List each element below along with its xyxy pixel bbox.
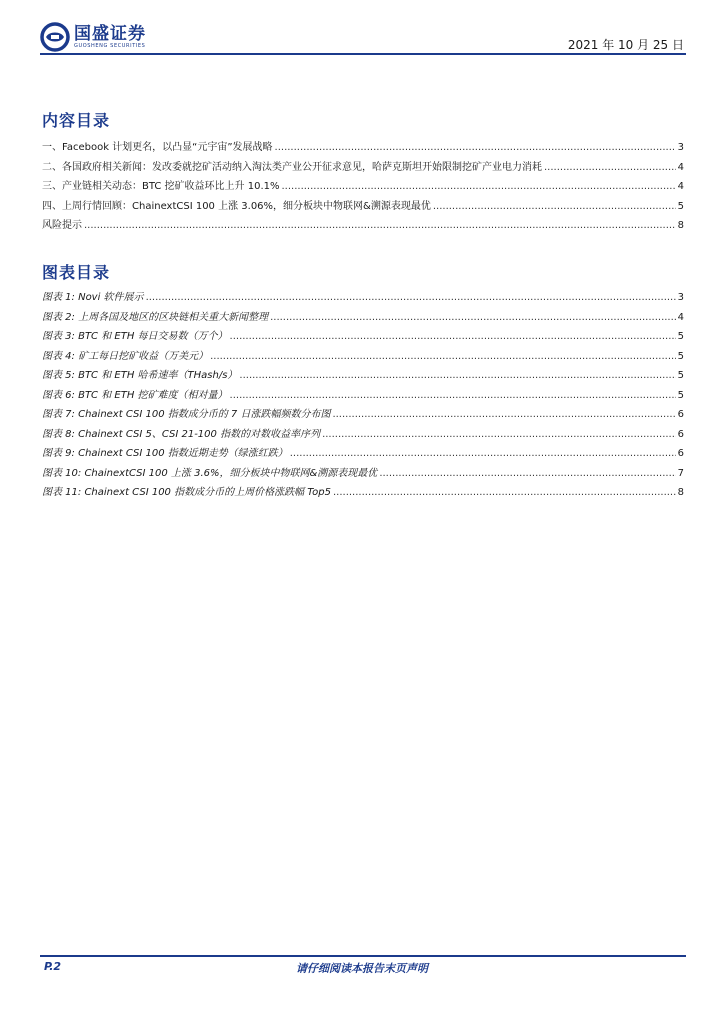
figure-entry[interactable] [42, 366, 684, 386]
dot-leader [230, 331, 676, 342]
contents-entry-page: 3 [677, 142, 684, 153]
figure-entry-page: 8 [677, 487, 684, 498]
figure-entry-title: 图表 6: BTC 和 ETH 挖矿难度（相对量） [42, 389, 228, 401]
dot-leader [332, 409, 675, 420]
figure-entry-page: 6 [677, 428, 684, 440]
figure-entry-title: 图表 3: BTC 和 ETH 每日交易数（万个） [42, 331, 228, 342]
dot-leader [84, 220, 676, 231]
contents-entry[interactable] [42, 177, 684, 197]
figure-entry[interactable] [42, 386, 684, 406]
guosheng-logo-icon [40, 22, 70, 52]
dot-leader [270, 312, 676, 323]
figure-entry-page: 3 [677, 292, 684, 303]
dot-leader [230, 390, 676, 401]
figure-entry-page: 4 [677, 311, 684, 323]
page-number: P.2 [44, 960, 62, 973]
contents-entry-title: 风险提示 [42, 220, 82, 231]
contents-heading: 内容目录 [42, 111, 111, 130]
figure-entry-title: 图表 2: 上周各国及地区的区块链相关重大新闻整理 [42, 311, 269, 323]
figure-entry-title: 图表 9: Chainext CSI 100 指数近期走势（绿涨红跌） [42, 448, 288, 459]
contents-entry-page: 8 [677, 220, 684, 231]
figure-entry-title: 图表 7: Chainext CSI 100 指数成分币的 7 日涨跌幅频数分布图 [42, 409, 331, 420]
contents-entry[interactable] [42, 138, 684, 158]
figure-entry-title: 图表 4: 矿工每日挖矿收益（万美元） [42, 350, 209, 362]
figure-entry-page: 5 [677, 331, 684, 342]
report-date: 2021 年 10 月 25 日 [567, 38, 684, 52]
figure-entry-title: 图表 5: BTC 和 ETH 哈希速率（THash/s） [42, 370, 238, 381]
dot-leader [544, 162, 676, 173]
figure-entry-title: 图表 11: Chainext CSI 100 指数成分币的上周价格涨跌幅 Top5 [42, 487, 331, 498]
contents-list [42, 138, 684, 236]
contents-entry[interactable] [42, 158, 684, 178]
figure-entry[interactable] [42, 288, 684, 308]
figure-entry-page: 5 [677, 389, 684, 401]
figures-list [42, 288, 684, 503]
company-logo [40, 22, 146, 52]
footer-divider [40, 955, 686, 957]
contents-entry-title: 一、Facebook 计划更名，以凸显“元宇宙”发展战略 [42, 142, 273, 153]
contents-entry-page: 5 [677, 200, 684, 212]
page-header [40, 18, 686, 52]
header-divider [40, 53, 686, 55]
dot-leader [210, 351, 676, 362]
figure-entry-title: 图表 8: Chainext CSI 5、CSI 21-100 指数的对数收益率序列 [42, 428, 321, 440]
dot-leader [239, 370, 675, 381]
figure-entry-page: 6 [677, 409, 684, 420]
figure-entry-title: 图表 10: ChainextCSI 100 上涨 3.6%，细分板块中物联网&溯源表现最优 [42, 467, 378, 479]
contents-entry[interactable] [42, 197, 684, 217]
figure-entry-page: 7 [677, 467, 684, 479]
dot-leader [275, 142, 676, 153]
contents-entry-title: 四、上周行情回顾：ChainextCSI 100 上涨 3.06%，细分板块中物联网&溯源表现最优 [42, 200, 431, 212]
contents-entry-page: 4 [677, 161, 684, 173]
figures-heading: 图表目录 [42, 263, 111, 282]
dot-leader [379, 468, 675, 479]
contents-entry-title: 二、各国政府相关新闻：发改委就挖矿活动纳入淘汰类产业公开征求意见，哈萨克斯坦开始限制挖矿产业电力消耗 [42, 161, 542, 173]
dot-leader [322, 429, 676, 440]
dot-leader [333, 487, 676, 498]
contents-entry-page: 4 [677, 181, 684, 192]
figure-entry[interactable] [42, 405, 684, 425]
logo-chinese-name: 国盛证券 [74, 23, 146, 44]
figure-entry-page: 6 [677, 448, 684, 459]
figure-entry[interactable] [42, 444, 684, 464]
figure-entry[interactable] [42, 347, 684, 367]
figure-entry-page: 5 [677, 350, 684, 362]
contents-entry[interactable] [42, 216, 684, 236]
dot-leader [282, 181, 676, 192]
logo-english-name: GUOSHENG SECURITIES [74, 42, 146, 49]
figure-entry-title: 图表 1: Novi 软件展示 [42, 292, 144, 303]
figure-entry[interactable] [42, 425, 684, 445]
figure-entry[interactable] [42, 308, 684, 328]
contents-entry-title: 三、产业链相关动态：BTC 挖矿收益环比上升 10.1% [42, 181, 280, 192]
figure-entry[interactable] [42, 327, 684, 347]
dot-leader [290, 448, 676, 459]
figure-entry-page: 5 [677, 370, 684, 381]
dot-leader [433, 201, 676, 212]
footer-disclaimer: 请仔细阅读本报告末页声明 [296, 962, 428, 975]
figure-entry[interactable] [42, 483, 684, 503]
dot-leader [146, 292, 676, 303]
figure-entry[interactable] [42, 464, 684, 484]
